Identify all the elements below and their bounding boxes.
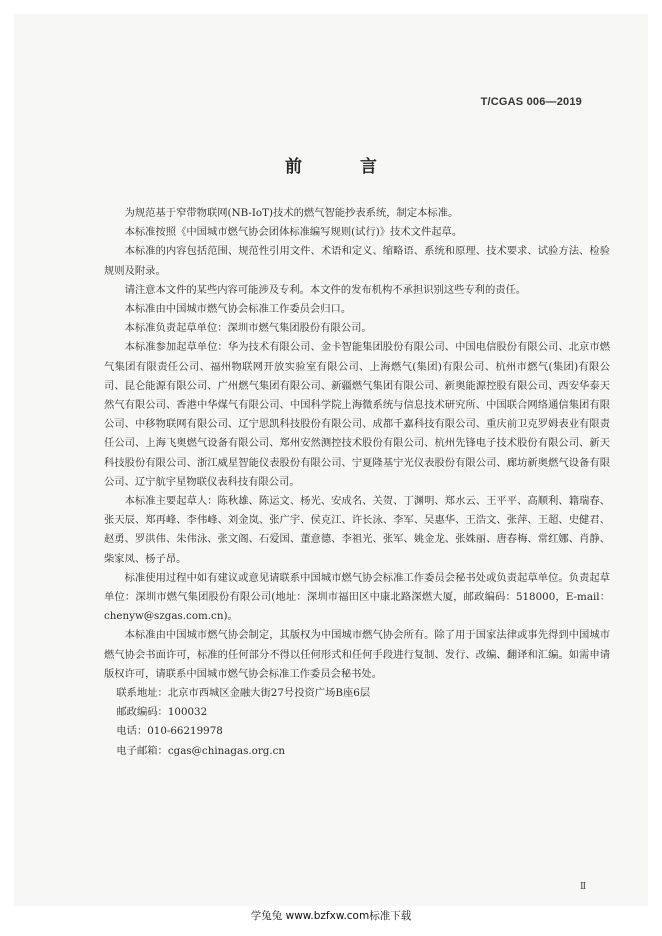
paragraph-participating-units: 本标准参加起草单位：华为技术有限公司、金卡智能集团股份有限公司、中国电信股份有限公司、北京市燃气集团有限责任公司、福州物联网开放实验室有限公司、上海燃气(集团)有限公司、杭州市燃气(集团)有限公司、昆仑能源有限公司、广州燃气集团有限公司、新疆燃气集团有限公司、新奥能源控股有限公司、西安华泰天然气有限公司、香港中华煤气有限公司、中国科学院上海微系统与信息技术研究所、中国联合网络通信集团有限公司、中移物联网有限公司、辽宁思凯科技股份有限公司、成都千嘉科技有限公司、重庆前卫克罗姆表业有限责任公司、上海飞奥燃气设备有限公司、郑州安然测控技术股份有限公司、杭州先锋电子技术股份有限公司、新天科技股份有限公司、浙江威星智能仪表股份有限公司、宁夏隆基宁光仪表股份有限公司、廊坊新奥燃气设备有限公司、辽宁航宇星物联仪表科技有限公司。 <box>104 341 610 488</box>
contact-email: 电子邮箱：cgas@chinagas.org.cn <box>116 744 286 757</box>
paragraph-main-drafters: 本标准主要起草人：陈秋雄、陈运文、杨光、安成名、关贺、丁渊明、郑水云、王平平、高顺利、籍瑞春、张天辰、郑再峰、李伟峰、刘金岚、张广宇、侯克江、许长泳、李军、吴惠华、王浩文、张萍、王超、史健君、赵勇、罗洪伟、朱伟泳、张文阁、石爱国、董意德、李祖光、张军、姚金龙、张姝丽、唐春梅、常红娜、肖静、柴家凤、杨子昂。 <box>104 495 610 565</box>
paragraph-lead-drafter: 本标准负责起草单位：深圳市燃气集团股份有限公司。 <box>124 322 372 335</box>
standard-code: T/CGAS 006—2019 <box>480 96 582 108</box>
contact-phone: 电话：010-66219978 <box>116 725 223 738</box>
watermark-footer: 学兔兔 www.bzfxw.com标准下载 <box>250 910 412 922</box>
page-number: Ⅱ <box>580 882 587 892</box>
paragraph-purpose: 为规范基于窄带物联网(NB-IoT)技术的燃气智能抄表系统，制定本标准。 <box>124 207 459 219</box>
document-page <box>14 14 648 906</box>
paragraph-copyright: 本标准由中国城市燃气协会制定，其版权为中国城市燃气协会所有。除了用于国家法律或事先得到中国城市燃气协会书面许可，标准的任何部分不得以任何形式和任何手段进行复制、发行、改编、翻译和汇编。如需申请版权许可，请联系中国城市燃气协会标准工作委员会秘书处。 <box>104 629 610 680</box>
paragraph-patent-notice: 请注意本文件的某些内容可能涉及专利。本文件的发布机构不承担识别这些专利的责任。 <box>124 283 527 296</box>
paragraph-administered-by: 本标准由中国城市燃气协会标准工作委员会归口。 <box>124 303 352 316</box>
paragraph-feedback: 标准使用过程中如有建议或意见请联系中国城市燃气协会标准工作委员会秘书处或负责起草单位。负责起草单位：深圳市燃气集团股份有限公司(地址：深圳市福田区中康北路深燃大厦，邮政编码：518000，E-mail：chenyw@szgas.com.cn)。 <box>104 571 610 623</box>
contact-address: 联系地址：北京市西城区金融大街27号投资广场B座6层 <box>116 687 371 700</box>
preface-body <box>104 204 610 761</box>
page-title: 前 言 <box>285 157 403 177</box>
paragraph-drafting-rules: 本标准按照《中国城市燃气协会团体标准编写规则(试行)》技术文件起草。 <box>124 226 463 239</box>
paragraph-contents: 本标准的内容包括范围、规范性引用文件、术语和定义、缩略语、系统和原理、技术要求、试验方法、检验规则及附录。 <box>104 245 610 277</box>
contact-postcode: 邮政编码：100032 <box>116 706 208 719</box>
